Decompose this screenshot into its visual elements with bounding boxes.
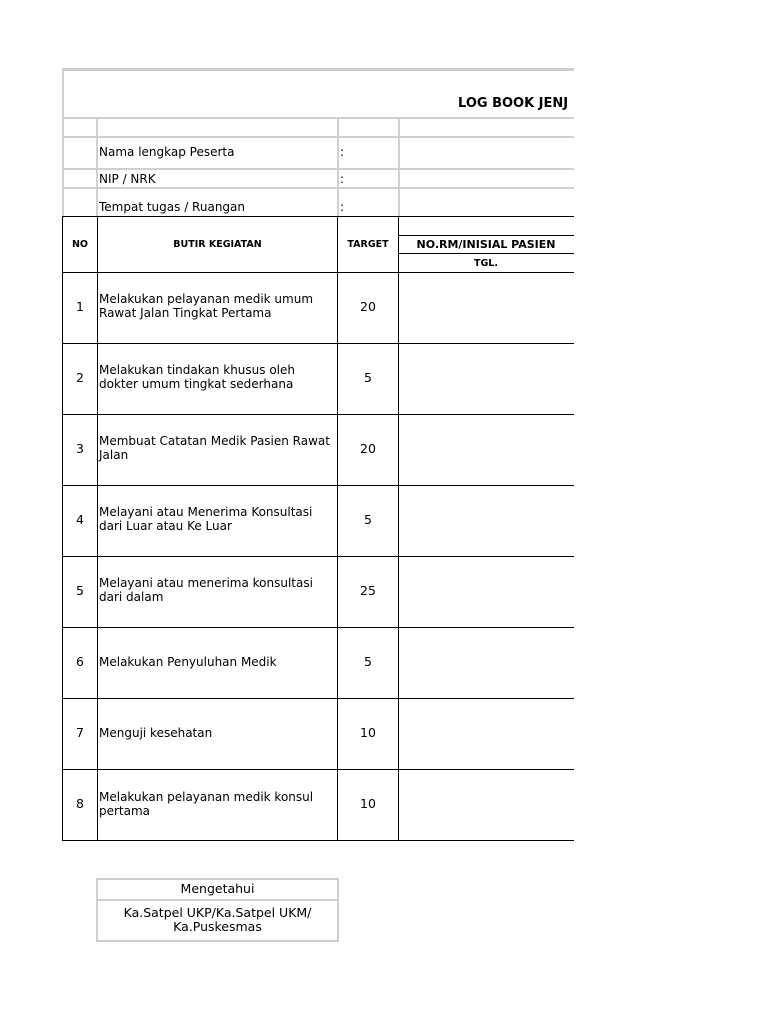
row-number: 5 [76, 583, 84, 598]
table-border [62, 343, 574, 344]
row-target: 10 [360, 796, 376, 811]
row-kegiatan: Melakukan tindakan khusus oleh dokter umum tingkat sederhana [99, 363, 295, 391]
table-border [62, 627, 574, 628]
row-target: 25 [360, 583, 376, 598]
header-target: TARGET [347, 239, 389, 250]
table-border [398, 253, 574, 254]
table-border [62, 216, 574, 217]
row-kegiatan: Melakukan pelayanan medik umum Rawat Jalan Tingkat Pertama [99, 292, 314, 320]
field-colon-tempat: : [340, 200, 345, 214]
gridline [62, 117, 574, 119]
gridline [62, 168, 574, 170]
signature-title-line1: Ka.Satpel UKP/Ka.Satpel UKM/ [123, 905, 312, 920]
signature-heading: Mengetahui [180, 881, 255, 896]
table-border [62, 769, 574, 770]
table-border [62, 698, 574, 699]
gridline [96, 117, 98, 217]
gridline [398, 117, 400, 217]
row-number: 3 [76, 441, 84, 456]
gridline [62, 187, 574, 189]
table-border [62, 414, 574, 415]
header-butir-kegiatan: BUTIR KEGIATAN [173, 239, 262, 250]
row-number: 7 [76, 725, 84, 740]
row-number: 1 [76, 299, 84, 314]
field-colon-nama: : [340, 145, 345, 159]
row-target: 5 [364, 512, 372, 527]
table-border [62, 840, 574, 841]
signature-border [96, 878, 339, 880]
gridline [62, 136, 574, 138]
row-kegiatan: Membuat Catatan Medik Pasien Rawat Jalan [99, 434, 330, 462]
field-label-tempat: Tempat tugas / Ruangan [99, 200, 245, 214]
gridline [62, 68, 574, 71]
row-kegiatan: Melayani atau Menerima Konsultasi dari Luar atau Ke Luar [99, 505, 313, 533]
field-label-nama: Nama lengkap Peserta [99, 145, 235, 159]
field-label-nip: NIP / NRK [99, 172, 156, 186]
row-target: 10 [360, 725, 376, 740]
row-kegiatan: Melakukan pelayanan medik konsul pertama [99, 790, 314, 818]
row-target: 5 [364, 370, 372, 385]
page-title: LOG BOOK JENJ [458, 96, 569, 111]
row-target: 20 [360, 299, 376, 314]
field-colon-nip: : [340, 172, 345, 186]
table-border [398, 235, 574, 236]
gridline [62, 68, 64, 218]
row-number: 4 [76, 512, 84, 527]
table-border [62, 272, 574, 273]
row-target: 5 [364, 654, 372, 669]
row-number: 2 [76, 370, 84, 385]
row-number: 6 [76, 654, 84, 669]
signature-title-line2: Ka.Puskesmas [173, 919, 262, 934]
table-border [62, 485, 574, 486]
signature-border [96, 940, 339, 942]
row-target: 20 [360, 441, 376, 456]
gridline [337, 117, 339, 217]
row-kegiatan: Menguji kesehatan [99, 726, 213, 740]
table-border [62, 556, 574, 557]
header-tgl: TGL. [474, 258, 498, 269]
row-number: 8 [76, 796, 84, 811]
signature-border [96, 899, 339, 901]
row-kegiatan: Melakukan Penyuluhan Medik [99, 655, 277, 669]
header-no-rm: NO.RM/INISIAL PASIEN [416, 238, 556, 251]
row-kegiatan: Melayani atau menerima konsultasi dari dalam [99, 576, 313, 604]
header-no: NO [71, 239, 89, 250]
